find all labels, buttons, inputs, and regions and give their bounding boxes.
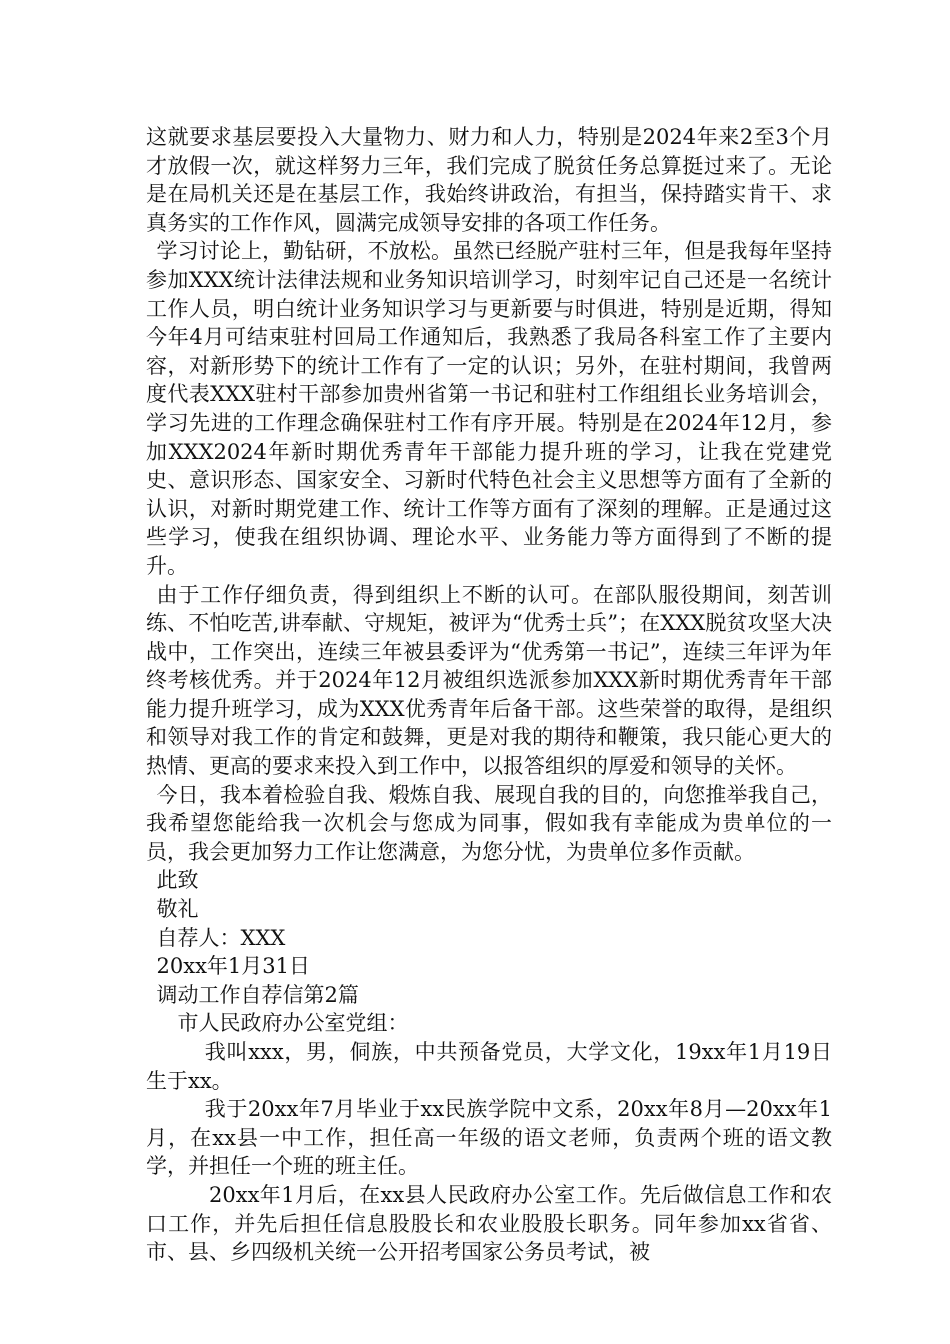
paragraph-education: 我于20xx年7月毕业于xx民族学院中文系，20xx年8月—20xx年1月，在xx县一中工作，担任高一年级的语文老师，负责两个班的语文教学，并担任一个班的班主任。 — [146, 1097, 832, 1179]
document-page — [146, 123, 832, 1267]
salutation-cizhi: 此致 — [156, 868, 199, 893]
paragraph-closing: 今日，我本着检验自我、煅炼自我、展现自我的目的，向您推举我自己，我希望您能给我一次机会与您成为同事，假如我有幸能成为贵单位的一员，我会更加努力工作让您满意，为您分忧，为贵单位多作贡献。 — [146, 782, 832, 864]
letter-addressee: 市人民政府办公室党组： — [177, 1011, 409, 1036]
signature-name: 自荐人：XXX — [156, 925, 286, 950]
signature-date: 20xx年1月31日 — [156, 954, 310, 979]
paragraph-work-intro: 这就要求基层要投入大量物力、财力和人力，特别是2024年来2至3个月才放假一次，就这样努力三年，我们完成了脱贫任务总算挺过来了。无论是在局机关还是在基层工作，我始终讲政治，有担当，保持踏实肯干、求真务实的工作作风，圆满完成领导安排的各项工作任务。 — [146, 125, 832, 235]
paragraph-honors: 由于工作仔细负责，得到组织上不断的认可。在部队服役期间，刻苦训练、不怕吃苦,讲奉献、守规矩，被评为“优秀士兵”；在XXX脱贫攻坚大决战中，工作突出，连续三年被县委评为“优秀第一书记”，连续三年评为年终考核优秀。并于2024年12月被组织选派参加XXX新时期优秀青年干部能力提升班学习，成为XXX优秀青年后备干部。这些荣誉的取得，是组织和领导对我工作的肯定和鼓舞，更是对我的期待和鞭策，我只能心更大的热情、更高的要求来投入到工作中，以报答组织的厚爱和领导的关怀。 — [146, 582, 832, 779]
paragraph-self-intro: 我叫xxx，男，侗族，中共预备党员，大学文化，19xx年1月19日生于xx。 — [146, 1040, 832, 1093]
paragraph-government-work: 20xx年1月后，在xx县人民政府办公室工作。先后做信息工作和农口工作，并先后担任信息股股长和农业股股长职务。同年参加xx省省、市、县、乡四级机关统一公开招考国家公务员考试，被 — [146, 1182, 832, 1265]
salutation-jingli: 敬礼 — [156, 897, 199, 922]
section-title: 调动工作自荐信第2篇 — [156, 982, 359, 1007]
paragraph-study: 学习讨论上，勤钻研，不放松。虽然已经脱产驻村三年，但是我每年坚持参加XXX统计法律法规和业务知识培训学习，时刻牢记自己还是一名统计工作人员，明白统计业务知识学习与更新要与时俱进，特别是近期，得知今年4月可结束驻村回局工作通知后，我熟悉了我局各科室工作了主要内容，对新形势下的统计工作有了一定的认识；另外，在驻村期间，我曾两度代表XXX驻村干部参加贵州省第一书记和驻村工作组组长业务培训会，学习先进的工作理念确保驻村工作有序开展。特别是在2024年12月，参加XXX2024年新时期优秀青年干部能力提升班的学习，让我在党建党史、意识形态、国家安全、习新时代特色社会主义思想等方面有了全新的认识，对新时期党建工作、统计工作等方面有了深刻的理解。正是通过这些学习，使我在组织协调、理论水平、业务能力等方面得到了不断的提升。 — [146, 239, 832, 578]
